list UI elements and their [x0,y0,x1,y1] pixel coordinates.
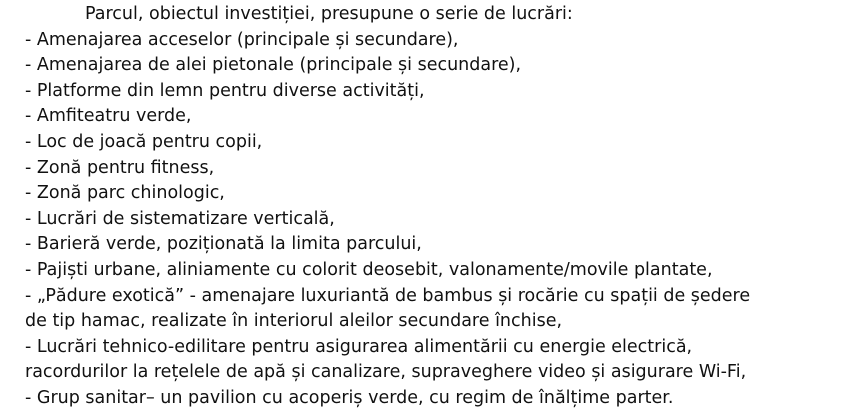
list-item-lucrari-tehnico-line1: - Lucrări tehnico-edilitare pentru asigurarea alimentării cu energie electrică, [25,336,693,357]
intro-paragraph: Parcul, obiectul investiției, presupune o serie de lucrări: [85,4,573,24]
list-item-padure-line1: - „Pădure exotică” - amenajare luxuriantă de bambus și rocărie cu spații de ședere [25,285,751,306]
document-body [25,2,825,412]
list-item: - Zonă parc chinologic, [25,183,225,204]
list-item: - Zonă pentru fitness, [25,157,215,178]
list-item: - Amenajarea acceselor (principale și secundare), [25,29,459,50]
list-item-grup-sanitar: - Grup sanitar– un pavilion cu acoperiș verde, cu regim de înălțime parter. [25,387,674,408]
list-item-lucrari-tehnico-line2: racordurilor la rețelele de apă și canalizare, supraveghere video și asigurare Wi-Fi, [25,362,747,383]
list-item-padure-line2: de tip hamac, realizate în interiorul aleilor secundare închise, [25,311,563,332]
list-item: - Amenajarea de alei pietonale (principale și secundare), [25,55,522,76]
list-item: - Platforme din lemn pentru diverse activități, [25,80,425,101]
list-item: - Barieră verde, poziționată la limita parcului, [25,234,422,255]
list-item: - Pajiști urbane, aliniamente cu colorit deosebit, valonamente/movile plantate, [25,259,713,280]
list-item: - Loc de joacă pentru copii, [25,131,263,152]
list-item: - Lucrări de sistematizare verticală, [25,208,335,229]
list-item: - Amfiteatru verde, [25,106,192,127]
